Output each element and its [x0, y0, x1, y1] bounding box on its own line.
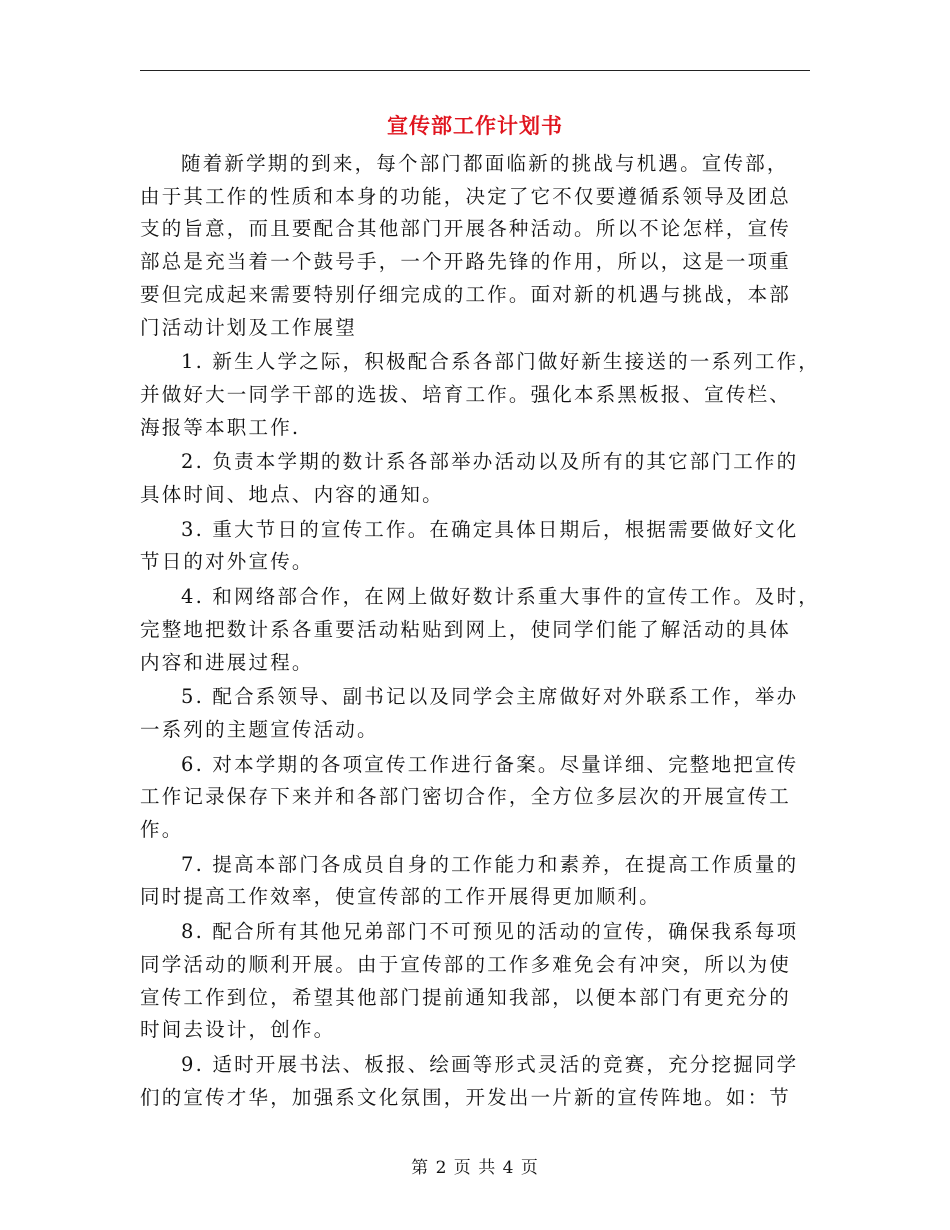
paragraph-line: 3. 重大节日的宣传工作。在确定具体日期后，根据需要做好文化	[181, 517, 799, 541]
paragraph-line: 支的旨意，而且要配合其他部门开展各种活动。所以不论怎样，宣传	[140, 217, 792, 241]
paragraph-line: 由于其工作的性质和本身的功能，决定了它不仅要遵循系领导及团总	[140, 184, 792, 208]
body-paragraph	[140, 749, 812, 847]
paragraph-line: 1. 新生人学之际，积极配合系各部门做好新生接送的一系列工作，	[181, 350, 821, 374]
page-number-label: 第 2 页 共 4 页	[411, 1158, 539, 1178]
paragraph-line: 4. 和网络部合作，在网上做好数计系重大事件的宣传工作。及时，	[181, 585, 821, 609]
paragraph-line: 门活动计划及工作展望	[140, 315, 358, 339]
body-paragraph	[140, 849, 812, 914]
document-title: 宣传部工作计划书	[387, 114, 563, 138]
body-paragraph	[140, 1049, 812, 1114]
paragraph-line: 节日的对外宣传。	[140, 550, 314, 574]
paragraph-line: 并做好大一同学干部的选拔、培育工作。强化本系黑板报、宣传栏、	[140, 382, 792, 406]
paragraph-line: 部总是充当着一个鼓号手，一个开路先锋的作用，所以，这是一项重	[140, 250, 792, 274]
paragraph-line: 内容和进展过程。	[140, 650, 314, 674]
paragraph-line: 一系列的主题宣传活动。	[140, 717, 379, 741]
paragraph-line: 工作记录保存下来并和各部门密切合作，全方位多层次的开展宣传工	[140, 785, 792, 809]
paragraph-line: 同学活动的顺利开展。由于宣传部的工作多难免会有冲突，所以为使	[140, 952, 792, 976]
paragraph-line: 7. 提高本部门各成员自身的工作能力和素养，在提高工作质量的	[181, 852, 799, 876]
paragraph-line: 9. 适时开展书法、板报、绘画等形式灵活的竞赛，充分挖掘同学	[181, 1052, 799, 1076]
paragraph-line: 同时提高工作效率，使宣传部的工作开展得更加顺利。	[140, 885, 661, 909]
body-paragraph	[140, 514, 812, 579]
paragraph-line: 8. 配合所有其他兄弟部门不可预见的活动的宣传，确保我系每项	[181, 920, 799, 944]
paragraph-line: 具体时间、地点、内容的通知。	[140, 483, 444, 507]
paragraph-line: 宣传工作到位，希望其他部门提前通知我部，以便本部门有更充分的	[140, 985, 792, 1009]
body-paragraph	[140, 148, 812, 344]
header-rule	[140, 70, 810, 71]
body-paragraph	[140, 446, 812, 511]
page-footer	[0, 1153, 950, 1178]
paragraph-line: 时间去设计，创作。	[140, 1018, 336, 1042]
paragraph-line: 们的宣传才华，加强系文化氛围，开发出一片新的宣传阵地。如：节	[140, 1085, 792, 1109]
paragraph-line: 随着新学期的到来，每个部门都面临新的挑战与机遇。宣传部，	[181, 152, 789, 175]
document-body	[140, 148, 821, 1116]
body-paragraph	[140, 581, 821, 679]
body-paragraph	[140, 916, 812, 1047]
paragraph-line: 作。	[140, 818, 184, 842]
body-paragraph	[140, 346, 821, 444]
paragraph-line: 2. 负责本学期的数计系各部举办活动以及所有的其它部门工作的	[181, 450, 799, 474]
paragraph-line: 完整地把数计系各重要活动粘贴到网上，使同学们能了解活动的具体	[140, 617, 792, 641]
paragraph-line: 海报等本职工作.	[140, 415, 301, 439]
paragraph-line: 5. 配合系领导、副书记以及同学会主席做好对外联系工作，举办	[181, 685, 799, 709]
paragraph-line: 要但完成起来需要特别仔细完成的工作。面对新的机遇与挑战，本部	[140, 282, 792, 306]
paragraph-line: 6. 对本学期的各项宣传工作进行备案。尽量详细、完整地把宣传	[181, 752, 799, 776]
body-paragraph	[140, 681, 812, 746]
